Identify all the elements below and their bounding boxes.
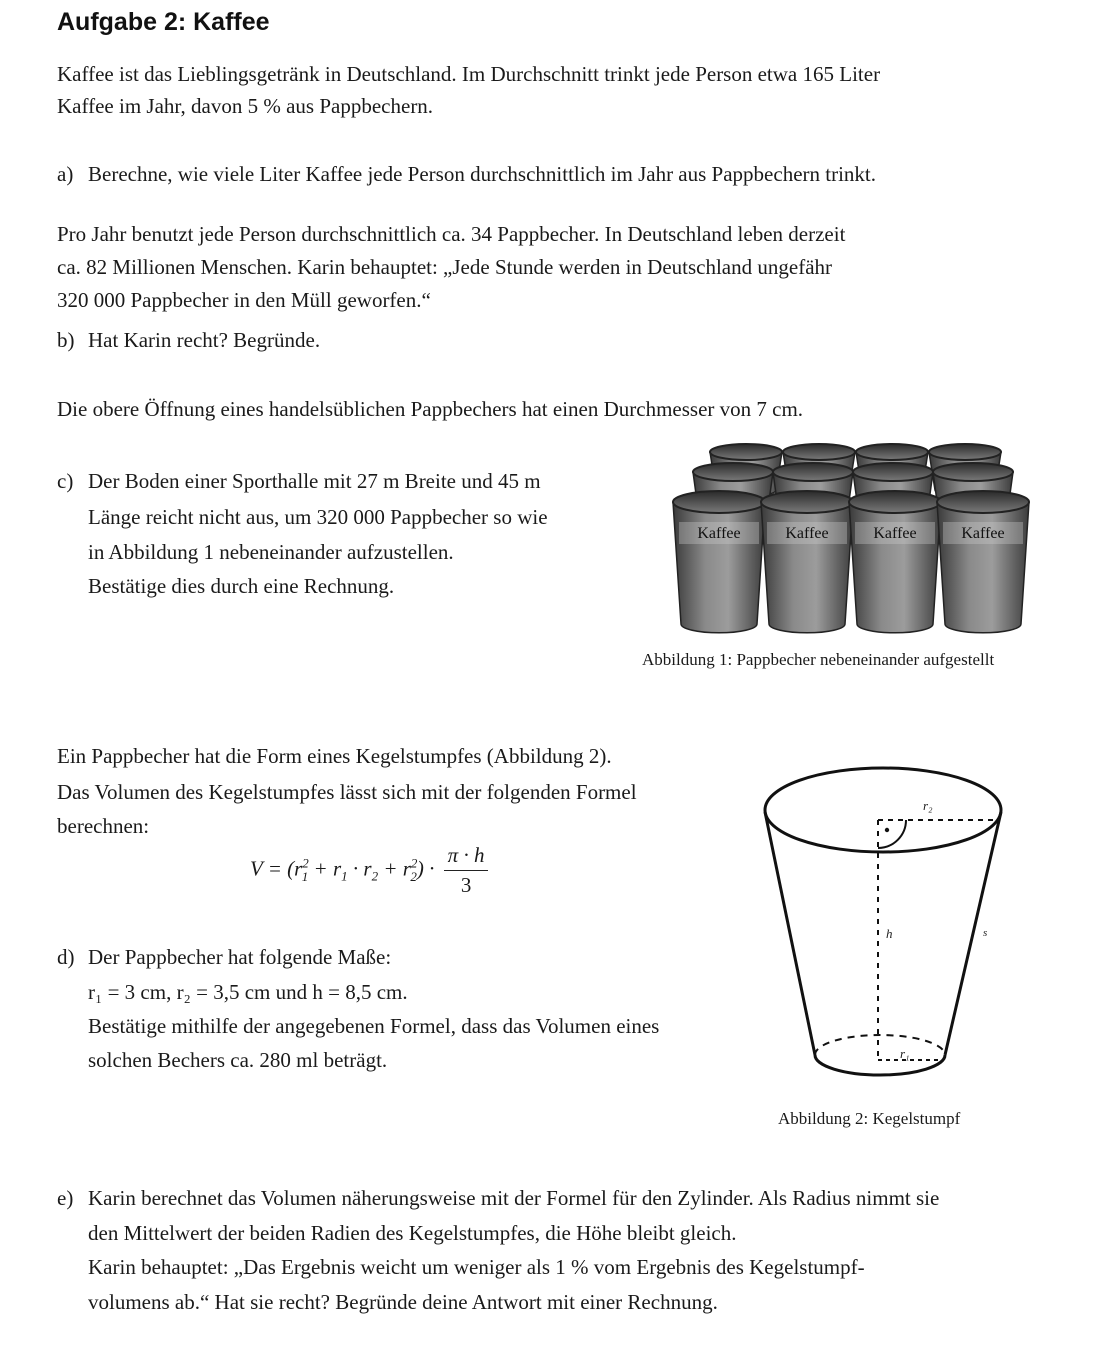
bottom-ellipse-front (815, 1055, 945, 1075)
task-e-line-4: volumens ab.“ Hat sie recht? Begründe deine Antwort mit einer Rechnung. (88, 1290, 718, 1314)
task-c-label: c) (57, 469, 74, 493)
task-b-label: b) (57, 328, 75, 352)
right-side (945, 812, 1001, 1055)
task-d-line-3: Bestätige mithilfe der angegebenen Formel, dass das Volumen eines (88, 1014, 660, 1038)
top-ellipse (765, 768, 1001, 852)
figure-1-caption: Abbildung 1: Pappbecher nebeneinander aufgestellt (642, 650, 995, 669)
figure-2-caption: Abbildung 2: Kegelstumpf (778, 1109, 961, 1128)
cup-label: Kaffee (785, 525, 829, 542)
cup-label: Kaffee (697, 525, 741, 542)
volume-formula: $V = (r^2_1 + r_1 \cdot r_2 + r^2_2)$ · $\frac{\pi \cdot h}{3}$ (250, 843, 488, 898)
task-d-line-1: Der Pappbecher hat folgende Maße: (88, 945, 392, 969)
label-h: h (886, 926, 893, 941)
cup (761, 491, 853, 633)
task-a-label: a) (57, 162, 74, 186)
task-c-line-4: Bestätige dies durch eine Rechnung. (88, 574, 395, 598)
cup (673, 491, 765, 633)
figure-1-cups (668, 440, 1048, 645)
task-e-line-3: Karin behauptet: „Das Ergebnis weicht um weniger als 1 % vom Ergebnis des Kegelstumpf- (88, 1255, 865, 1279)
task-c-line-2: Länge reicht nicht aus, um 320 000 Pappbecher so wie (88, 505, 548, 529)
task-b-text: Hat Karin recht? Begründe. (88, 328, 321, 352)
cup-label: Kaffee (961, 525, 1005, 542)
info-b-line-1: Pro Jahr benutzt jede Person durchschnittlich ca. 34 Pappbecher. In Deutschland leben derzeit (57, 222, 846, 246)
page-title: Aufgabe 2: Kaffee (57, 8, 270, 36)
cup-label: Kaffee (873, 525, 917, 542)
task-c-line-3: in Abbildung 1 nebeneinander aufzustellen. (88, 540, 454, 564)
task-e-label: e) (57, 1186, 74, 1210)
label-s: s (983, 927, 988, 939)
info-b-line-2: ca. 82 Millionen Menschen. Karin behauptet: „Jede Stunde werden in Deutschland ungefähr (57, 255, 833, 279)
cup (849, 491, 941, 633)
task-a-text: Berechne, wie viele Liter Kaffee jede Person durchschnittlich im Jahr aus Pappbechern trinkt. (88, 162, 877, 186)
task-d-line-2: r₁ = 3 cm, r₂ = 3,5 cm und h = 8,5 cm. (88, 980, 408, 1004)
right-angle-dot (885, 828, 889, 832)
right-angle-arc (878, 820, 906, 848)
figure-2-frustum (760, 760, 1010, 1100)
intro-line-1: Kaffee ist das Lieblingsgetränk in Deutschland. Im Durchschnitt trinkt jede Person etwa 165 Liter (57, 62, 881, 86)
task-c-line-1: Der Boden einer Sporthalle mit 27 m Breite und 45 m (88, 469, 541, 493)
label-r2: r₂ (923, 798, 933, 813)
info-c-text: Die obere Öffnung eines handelsüblichen Pappbechers hat einen Durchmesser von 7 cm. (57, 397, 804, 421)
bottom-ellipse-back (815, 1035, 945, 1055)
left-side (765, 812, 815, 1055)
intro-line-2: Kaffee im Jahr, davon 5 % aus Pappbechern. (57, 94, 434, 118)
task-e-line-2: den Mittelwert der beiden Radien des Kegelstumpfes, die Höhe bleibt gleich. (88, 1221, 737, 1245)
info-d-line-2: Das Volumen des Kegelstumpfes lässt sich mit der folgenden Formel (57, 780, 637, 804)
info-b-line-3: 320 000 Pappbecher in den Müll geworfen.“ (57, 288, 431, 312)
cup (937, 491, 1029, 633)
task-d-line-4: solchen Bechers ca. 280 ml beträgt. (88, 1048, 388, 1072)
task-d-label: d) (57, 945, 75, 969)
info-d-line-3: berechnen: (57, 814, 150, 838)
task-e-line-1: Karin berechnet das Volumen näherungsweise mit der Formel für den Zylinder. Als Radius nimmt sie (88, 1186, 940, 1210)
label-r1: r₁ (900, 1046, 910, 1061)
info-d-line-1: Ein Pappbecher hat die Form eines Kegelstumpfes (Abbildung 2). (57, 744, 612, 768)
